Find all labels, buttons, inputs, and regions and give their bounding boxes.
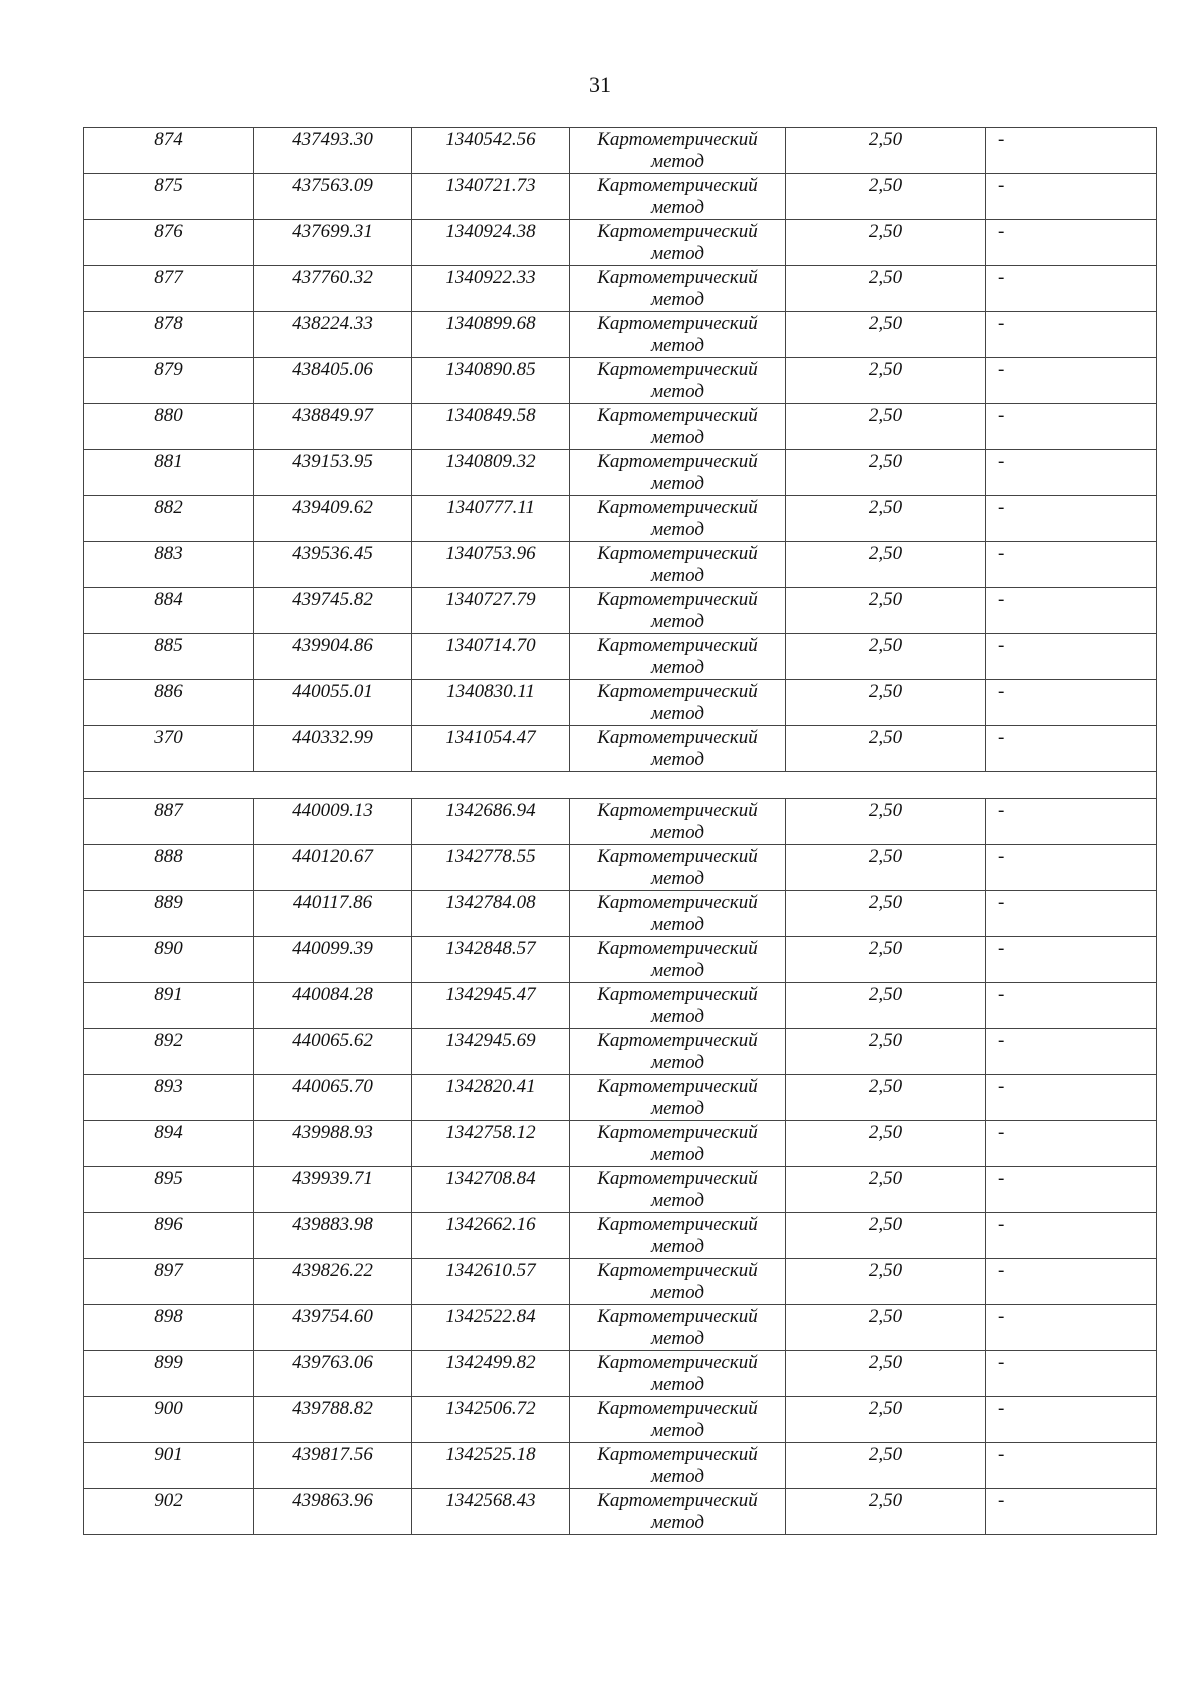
cell-x: 440065.62 bbox=[254, 1029, 412, 1075]
table-row bbox=[84, 1167, 1157, 1213]
cell-y: 1342499.82 bbox=[412, 1351, 570, 1397]
cell-accuracy: 2,50 bbox=[786, 1443, 986, 1489]
cell-y: 1340899.68 bbox=[412, 312, 570, 358]
cell-point: 881 bbox=[84, 450, 254, 496]
cell-note: - bbox=[986, 1351, 1157, 1397]
cell-x: 439939.71 bbox=[254, 1167, 412, 1213]
cell-accuracy: 2,50 bbox=[786, 726, 986, 772]
cell-x: 439754.60 bbox=[254, 1305, 412, 1351]
cell-y: 1342945.69 bbox=[412, 1029, 570, 1075]
cell-y: 1340922.33 bbox=[412, 266, 570, 312]
cell-point: 890 bbox=[84, 937, 254, 983]
coordinates-table bbox=[83, 127, 1157, 1535]
cell-accuracy: 2,50 bbox=[786, 450, 986, 496]
cell-point: 896 bbox=[84, 1213, 254, 1259]
cell-point: 878 bbox=[84, 312, 254, 358]
cell-method: Картометрический метод bbox=[570, 1489, 786, 1535]
cell-x: 439817.56 bbox=[254, 1443, 412, 1489]
cell-method: Картометрический метод bbox=[570, 680, 786, 726]
cell-y: 1342568.43 bbox=[412, 1489, 570, 1535]
cell-note: - bbox=[986, 1259, 1157, 1305]
cell-y: 1340753.96 bbox=[412, 542, 570, 588]
cell-x: 439883.98 bbox=[254, 1213, 412, 1259]
cell-x: 440009.13 bbox=[254, 799, 412, 845]
cell-y: 1340830.11 bbox=[412, 680, 570, 726]
cell-note: - bbox=[986, 634, 1157, 680]
cell-accuracy: 2,50 bbox=[786, 496, 986, 542]
cell-note: - bbox=[986, 404, 1157, 450]
cell-accuracy: 2,50 bbox=[786, 1167, 986, 1213]
cell-y: 1340777.11 bbox=[412, 496, 570, 542]
cell-x: 439904.86 bbox=[254, 634, 412, 680]
cell-point: 875 bbox=[84, 174, 254, 220]
cell-x: 440055.01 bbox=[254, 680, 412, 726]
cell-y: 1342778.55 bbox=[412, 845, 570, 891]
table-row bbox=[84, 1075, 1157, 1121]
cell-x: 437760.32 bbox=[254, 266, 412, 312]
cell-accuracy: 2,50 bbox=[786, 266, 986, 312]
cell-method: Картометрический метод bbox=[570, 128, 786, 174]
cell-x: 437699.31 bbox=[254, 220, 412, 266]
cell-method: Картометрический метод bbox=[570, 891, 786, 937]
table-row bbox=[84, 128, 1157, 174]
cell-note: - bbox=[986, 542, 1157, 588]
cell-note: - bbox=[986, 496, 1157, 542]
cell-accuracy: 2,50 bbox=[786, 1121, 986, 1167]
cell-accuracy: 2,50 bbox=[786, 1259, 986, 1305]
cell-point: 370 bbox=[84, 726, 254, 772]
coordinates-table-body bbox=[84, 128, 1157, 1535]
cell-x: 438849.97 bbox=[254, 404, 412, 450]
cell-method: Картометрический метод bbox=[570, 726, 786, 772]
cell-note: - bbox=[986, 1397, 1157, 1443]
cell-method: Картометрический метод bbox=[570, 496, 786, 542]
cell-note: - bbox=[986, 358, 1157, 404]
cell-accuracy: 2,50 bbox=[786, 1351, 986, 1397]
cell-point: 874 bbox=[84, 128, 254, 174]
table-row bbox=[84, 983, 1157, 1029]
cell-x: 437563.09 bbox=[254, 174, 412, 220]
cell-note: - bbox=[986, 726, 1157, 772]
cell-accuracy: 2,50 bbox=[786, 588, 986, 634]
cell-point: 891 bbox=[84, 983, 254, 1029]
cell-method: Картометрический метод bbox=[570, 1075, 786, 1121]
cell-method: Картометрический метод bbox=[570, 358, 786, 404]
cell-accuracy: 2,50 bbox=[786, 542, 986, 588]
cell-note: - bbox=[986, 1075, 1157, 1121]
cell-method: Картометрический метод bbox=[570, 799, 786, 845]
cell-x: 440117.86 bbox=[254, 891, 412, 937]
cell-y: 1342506.72 bbox=[412, 1397, 570, 1443]
cell-point: 900 bbox=[84, 1397, 254, 1443]
table-row bbox=[84, 1305, 1157, 1351]
table-row bbox=[84, 266, 1157, 312]
cell-method: Картометрический метод bbox=[570, 542, 786, 588]
cell-method: Картометрический метод bbox=[570, 1259, 786, 1305]
table-row bbox=[84, 1121, 1157, 1167]
cell-y: 1342820.41 bbox=[412, 1075, 570, 1121]
table-row bbox=[84, 1029, 1157, 1075]
cell-accuracy: 2,50 bbox=[786, 128, 986, 174]
section-separator-cell bbox=[84, 772, 1157, 799]
cell-y: 1340727.79 bbox=[412, 588, 570, 634]
cell-y: 1342610.57 bbox=[412, 1259, 570, 1305]
cell-x: 439409.62 bbox=[254, 496, 412, 542]
cell-point: 883 bbox=[84, 542, 254, 588]
cell-method: Картометрический метод bbox=[570, 1213, 786, 1259]
cell-accuracy: 2,50 bbox=[786, 1029, 986, 1075]
cell-accuracy: 2,50 bbox=[786, 799, 986, 845]
cell-y: 1341054.47 bbox=[412, 726, 570, 772]
cell-accuracy: 2,50 bbox=[786, 634, 986, 680]
cell-point: 901 bbox=[84, 1443, 254, 1489]
cell-method: Картометрический метод bbox=[570, 1397, 786, 1443]
table-row bbox=[84, 726, 1157, 772]
cell-method: Картометрический метод bbox=[570, 404, 786, 450]
table-row bbox=[84, 634, 1157, 680]
cell-accuracy: 2,50 bbox=[786, 1213, 986, 1259]
table-row bbox=[84, 937, 1157, 983]
table-row bbox=[84, 588, 1157, 634]
cell-method: Картометрический метод bbox=[570, 1351, 786, 1397]
cell-y: 1342945.47 bbox=[412, 983, 570, 1029]
cell-note: - bbox=[986, 174, 1157, 220]
cell-note: - bbox=[986, 845, 1157, 891]
cell-x: 440099.39 bbox=[254, 937, 412, 983]
cell-method: Картометрический метод bbox=[570, 266, 786, 312]
cell-note: - bbox=[986, 220, 1157, 266]
table-row bbox=[84, 358, 1157, 404]
cell-y: 1340714.70 bbox=[412, 634, 570, 680]
table-row bbox=[84, 542, 1157, 588]
table-row bbox=[84, 404, 1157, 450]
cell-method: Картометрический метод bbox=[570, 1029, 786, 1075]
cell-point: 898 bbox=[84, 1305, 254, 1351]
cell-note: - bbox=[986, 1029, 1157, 1075]
cell-accuracy: 2,50 bbox=[786, 983, 986, 1029]
cell-y: 1342525.18 bbox=[412, 1443, 570, 1489]
cell-note: - bbox=[986, 1305, 1157, 1351]
cell-y: 1340849.58 bbox=[412, 404, 570, 450]
cell-point: 886 bbox=[84, 680, 254, 726]
cell-point: 889 bbox=[84, 891, 254, 937]
cell-x: 440120.67 bbox=[254, 845, 412, 891]
cell-note: - bbox=[986, 1213, 1157, 1259]
table-row bbox=[84, 680, 1157, 726]
cell-y: 1340542.56 bbox=[412, 128, 570, 174]
cell-method: Картометрический метод bbox=[570, 450, 786, 496]
cell-method: Картометрический метод bbox=[570, 588, 786, 634]
cell-method: Картометрический метод bbox=[570, 1167, 786, 1213]
cell-x: 440084.28 bbox=[254, 983, 412, 1029]
cell-method: Картометрический метод bbox=[570, 845, 786, 891]
cell-y: 1340721.73 bbox=[412, 174, 570, 220]
cell-x: 439826.22 bbox=[254, 1259, 412, 1305]
table-row bbox=[84, 1443, 1157, 1489]
cell-note: - bbox=[986, 891, 1157, 937]
cell-accuracy: 2,50 bbox=[786, 220, 986, 266]
cell-x: 439153.95 bbox=[254, 450, 412, 496]
cell-accuracy: 2,50 bbox=[786, 891, 986, 937]
cell-x: 440332.99 bbox=[254, 726, 412, 772]
table-row bbox=[84, 174, 1157, 220]
cell-y: 1342662.16 bbox=[412, 1213, 570, 1259]
cell-x: 437493.30 bbox=[254, 128, 412, 174]
cell-point: 888 bbox=[84, 845, 254, 891]
cell-x: 439745.82 bbox=[254, 588, 412, 634]
cell-y: 1340890.85 bbox=[412, 358, 570, 404]
cell-accuracy: 2,50 bbox=[786, 1397, 986, 1443]
cell-y: 1342784.08 bbox=[412, 891, 570, 937]
cell-note: - bbox=[986, 128, 1157, 174]
cell-x: 440065.70 bbox=[254, 1075, 412, 1121]
cell-note: - bbox=[986, 588, 1157, 634]
cell-x: 439763.06 bbox=[254, 1351, 412, 1397]
cell-point: 877 bbox=[84, 266, 254, 312]
cell-note: - bbox=[986, 1489, 1157, 1535]
cell-note: - bbox=[986, 450, 1157, 496]
cell-y: 1342848.57 bbox=[412, 937, 570, 983]
cell-method: Картометрический метод bbox=[570, 312, 786, 358]
cell-method: Картометрический метод bbox=[570, 1121, 786, 1167]
cell-point: 880 bbox=[84, 404, 254, 450]
cell-method: Картометрический метод bbox=[570, 174, 786, 220]
cell-note: - bbox=[986, 937, 1157, 983]
table-row bbox=[84, 496, 1157, 542]
cell-accuracy: 2,50 bbox=[786, 1075, 986, 1121]
table-row bbox=[84, 450, 1157, 496]
table-row bbox=[84, 891, 1157, 937]
cell-x: 438224.33 bbox=[254, 312, 412, 358]
table-row bbox=[84, 799, 1157, 845]
cell-note: - bbox=[986, 266, 1157, 312]
table-row bbox=[84, 312, 1157, 358]
cell-note: - bbox=[986, 983, 1157, 1029]
cell-accuracy: 2,50 bbox=[786, 1305, 986, 1351]
cell-point: 885 bbox=[84, 634, 254, 680]
cell-point: 902 bbox=[84, 1489, 254, 1535]
cell-y: 1342686.94 bbox=[412, 799, 570, 845]
cell-note: - bbox=[986, 1167, 1157, 1213]
cell-y: 1340809.32 bbox=[412, 450, 570, 496]
cell-point: 876 bbox=[84, 220, 254, 266]
cell-y: 1342522.84 bbox=[412, 1305, 570, 1351]
cell-method: Картометрический метод bbox=[570, 1305, 786, 1351]
cell-method: Картометрический метод bbox=[570, 983, 786, 1029]
cell-note: - bbox=[986, 1121, 1157, 1167]
cell-note: - bbox=[986, 312, 1157, 358]
cell-point: 897 bbox=[84, 1259, 254, 1305]
table-row bbox=[84, 1213, 1157, 1259]
cell-accuracy: 2,50 bbox=[786, 358, 986, 404]
table-row bbox=[84, 1351, 1157, 1397]
cell-note: - bbox=[986, 680, 1157, 726]
cell-method: Картометрический метод bbox=[570, 220, 786, 266]
cell-point: 882 bbox=[84, 496, 254, 542]
cell-method: Картометрический метод bbox=[570, 937, 786, 983]
cell-x: 438405.06 bbox=[254, 358, 412, 404]
cell-note: - bbox=[986, 1443, 1157, 1489]
cell-y: 1342708.84 bbox=[412, 1167, 570, 1213]
cell-y: 1342758.12 bbox=[412, 1121, 570, 1167]
table-row bbox=[84, 845, 1157, 891]
table-row bbox=[84, 1489, 1157, 1535]
cell-method: Картометрический метод bbox=[570, 634, 786, 680]
cell-note: - bbox=[986, 799, 1157, 845]
cell-method: Картометрический метод bbox=[570, 1443, 786, 1489]
cell-x: 439788.82 bbox=[254, 1397, 412, 1443]
table-row bbox=[84, 1397, 1157, 1443]
cell-accuracy: 2,50 bbox=[786, 845, 986, 891]
cell-point: 887 bbox=[84, 799, 254, 845]
cell-point: 899 bbox=[84, 1351, 254, 1397]
cell-accuracy: 2,50 bbox=[786, 680, 986, 726]
cell-y: 1340924.38 bbox=[412, 220, 570, 266]
cell-accuracy: 2,50 bbox=[786, 174, 986, 220]
cell-accuracy: 2,50 bbox=[786, 404, 986, 450]
table-row bbox=[84, 1259, 1157, 1305]
cell-x: 439536.45 bbox=[254, 542, 412, 588]
cell-x: 439988.93 bbox=[254, 1121, 412, 1167]
section-separator-row bbox=[84, 772, 1157, 799]
cell-point: 884 bbox=[84, 588, 254, 634]
cell-accuracy: 2,50 bbox=[786, 312, 986, 358]
table-row bbox=[84, 220, 1157, 266]
page-number: 31 bbox=[589, 72, 611, 97]
cell-point: 893 bbox=[84, 1075, 254, 1121]
cell-point: 892 bbox=[84, 1029, 254, 1075]
cell-point: 895 bbox=[84, 1167, 254, 1213]
cell-point: 894 bbox=[84, 1121, 254, 1167]
cell-x: 439863.96 bbox=[254, 1489, 412, 1535]
cell-accuracy: 2,50 bbox=[786, 1489, 986, 1535]
cell-point: 879 bbox=[84, 358, 254, 404]
cell-accuracy: 2,50 bbox=[786, 937, 986, 983]
